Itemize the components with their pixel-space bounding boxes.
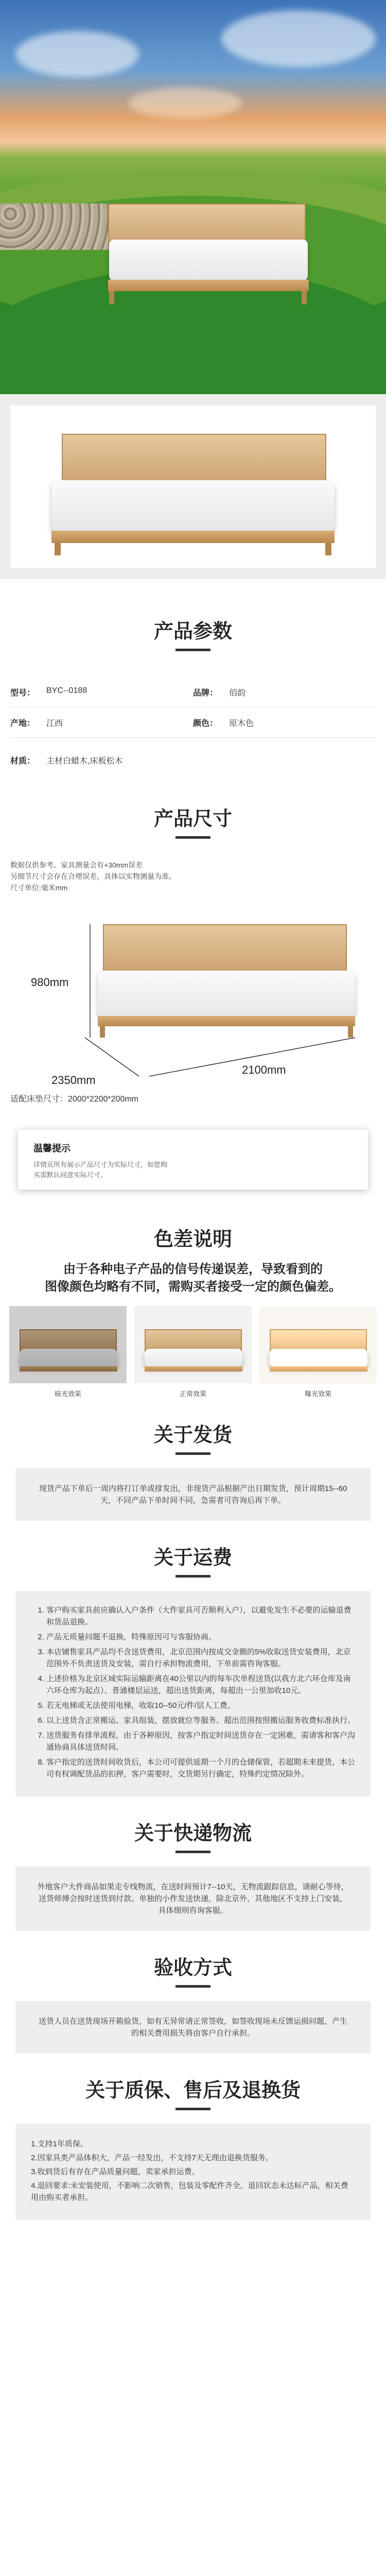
thumb-label: 曝光效果 bbox=[304, 1390, 331, 1398]
size-notes bbox=[10, 859, 376, 893]
warranty-line: 3.收到货后有存在产品质量问题，卖家承担运费。 bbox=[31, 2167, 200, 2176]
param-key: 型号： bbox=[10, 688, 36, 698]
inspection-section bbox=[0, 1931, 386, 2054]
shipping-section bbox=[0, 1398, 386, 1521]
thumb-normal bbox=[134, 1306, 252, 1398]
param-key: 材质： bbox=[10, 756, 36, 766]
title-underline bbox=[176, 1575, 210, 1578]
warranty-box bbox=[15, 2124, 371, 2220]
color-subtitle-line: 图像颜色均略有不同，需购买者接受一定的颜色偏差。 bbox=[45, 1280, 341, 1294]
shipping-box: 现货产品下单后一周内将打订单或排发出，非现货产品根据产出日期发货，预计周期15--60天，不同产品下单时间不同，急需者可咨询后再下单。 bbox=[15, 1468, 371, 1521]
hero-bed-image bbox=[108, 204, 309, 307]
params-table bbox=[10, 677, 376, 782]
color-subtitle-line: 由于各种电子产品的信号传递误差，导致看到的 bbox=[63, 1262, 323, 1276]
param-value: 江西 bbox=[46, 719, 63, 728]
bed-image bbox=[51, 434, 335, 557]
size-note: 数据仅供参考。家具测量会有+30mm误差 bbox=[10, 861, 143, 869]
freight-item: 8. 客户指定的送货时间收货后，本公司可提供延期一个月的仓储保管，若超期未来提货，本公司有权调配货品的扣押，客户需要时，交货期另行确定，特殊约定情况除外。 bbox=[46, 1756, 355, 1780]
param-value: 佰韵 bbox=[229, 688, 246, 698]
thumb-image bbox=[134, 1306, 252, 1383]
thumb-image bbox=[9, 1306, 127, 1383]
freight-item: 3. 本店铺售家具产品均不含送货费用，北京范围内按成交金额的5%收取送货安装费用，北京范围外不负责送货及安装，需自行承担物流费用，下单前需咨询客服。 bbox=[46, 1646, 355, 1670]
warranty-line: 1.支持1年质保。 bbox=[31, 2140, 88, 2148]
mattress-size: 适配床垫尺寸：2000*2200*200mm bbox=[10, 1095, 138, 1104]
param-value: 主材白蜡木,床板松木 bbox=[46, 756, 123, 766]
param-row bbox=[10, 738, 376, 782]
warm-tip-box bbox=[18, 1130, 368, 1190]
cloud bbox=[221, 10, 376, 67]
title-underline bbox=[176, 2108, 210, 2110]
color-section bbox=[0, 1190, 386, 1398]
title-underline bbox=[176, 836, 210, 839]
param-key: 颜色： bbox=[193, 719, 218, 728]
param-row bbox=[10, 707, 376, 738]
warranty-line: 2.因家具类产品体积大，产品一经发出，不支持7天无理由退换货服务。 bbox=[31, 2154, 273, 2162]
title-underline bbox=[176, 649, 210, 651]
logistics-box: 外地客户大件商品如果走专线物流，在送时间预计7--10天，无物流跟踪信息，请耐心等待，送货师傅会按时送货到付款。单独的小件发送快递，除北京外，其他地区不支持上门安装，具体细则咨询客服。 bbox=[15, 1867, 371, 1931]
param-value: BYC--0188 bbox=[46, 686, 87, 695]
logistics-title: 关于快递物流 bbox=[134, 1823, 252, 1844]
thumb-label: 正常效果 bbox=[179, 1390, 206, 1398]
title-underline bbox=[176, 1452, 210, 1455]
freight-item: 5. 若无电梯或无法使用电梯，收取10--50元/件/层人工费。 bbox=[46, 1700, 355, 1711]
params-title: 产品参数 bbox=[153, 621, 232, 642]
title-underline bbox=[176, 1851, 210, 1853]
freight-title: 关于运费 bbox=[153, 1547, 232, 1569]
color-thumbnails bbox=[9, 1306, 377, 1398]
thumb-dark bbox=[9, 1306, 127, 1398]
freight-section bbox=[0, 1521, 386, 1797]
product-photo bbox=[10, 405, 376, 568]
warm-tip-title: 温馨提示 bbox=[33, 1143, 71, 1154]
title-underline bbox=[176, 1985, 210, 1988]
params-section bbox=[0, 579, 386, 782]
freight-item: 1. 客户购买家具前应确认入户条件（大件家具可否顺利入户），以避免发生不必要的运输退费和货品退换。 bbox=[46, 1604, 355, 1628]
height-label: 980mm bbox=[31, 976, 69, 989]
hero-banner bbox=[0, 0, 386, 394]
dimension-lines bbox=[0, 904, 386, 1089]
inspection-box: 送货人员在送货现场开箱验货，如有无异常请正常签收，如签收现场未反馈运损问题，产生的相关费用损失将由客户自行承担。 bbox=[15, 2001, 371, 2054]
param-key: 品牌： bbox=[193, 688, 218, 698]
freight-item: 4. 上述价格为北京区域实际运输距离在40公里以内的每车次单程送货(以我方北六环仓库及南六环仓库为起点）、普通楼层运送，超出送货距离，每超出一公里加收10元。 bbox=[46, 1673, 355, 1697]
thumb-label: 暗光效果 bbox=[54, 1390, 81, 1398]
freight-box bbox=[15, 1591, 371, 1797]
width-label: 2100mm bbox=[242, 1063, 286, 1076]
length-label: 2350mm bbox=[51, 1074, 96, 1087]
product-photo-band bbox=[0, 394, 386, 579]
param-key: 产地： bbox=[10, 719, 36, 728]
thumb-image bbox=[259, 1306, 377, 1383]
size-section bbox=[0, 782, 386, 1190]
freight-item: 7. 送货服务有排单流程，由于各种原因，按客户指定时间送货存在一定困难，需请客和客户沟通协商具体送货时间。 bbox=[46, 1730, 355, 1753]
freight-item: 6. 以上送货含正常搬运、家具组装，摆放就位等服务。超出范围按照搬运服务收费标准执行。 bbox=[46, 1715, 355, 1726]
size-note: 尺寸单位:毫米mm bbox=[10, 884, 68, 892]
size-note: 另细节尺寸会存在合理误差，具体以实物测量为准。 bbox=[10, 872, 176, 880]
warranty-section bbox=[0, 2054, 386, 2235]
thumb-bright bbox=[259, 1306, 377, 1398]
warranty-title: 关于质保、售后及退换货 bbox=[85, 2080, 301, 2102]
cloud bbox=[15, 31, 139, 77]
dimension-diagram bbox=[0, 904, 386, 1089]
warranty-line: 4.退回要求:未安装使用，不影响二次销售，包装及零配件齐全。退回状态未达标产品，相关费用由购买者承担。 bbox=[31, 2181, 348, 2202]
inspection-title: 验收方式 bbox=[153, 1957, 232, 1979]
color-subtitle bbox=[0, 1261, 386, 1296]
size-title: 产品尺寸 bbox=[153, 808, 232, 830]
warm-tip-body: 详情页所有展示产品尺寸为实际尺寸，如您购买需默认同意实际尺寸。 bbox=[33, 1161, 168, 1179]
freight-list bbox=[15, 1591, 371, 1797]
color-title: 色差说明 bbox=[153, 1229, 232, 1250]
cloud bbox=[129, 88, 242, 118]
shipping-title: 关于发货 bbox=[153, 1425, 232, 1446]
freight-item: 2. 产品无质量问题不退换，特殊原因可与客服协商。 bbox=[46, 1631, 355, 1643]
param-row bbox=[10, 677, 376, 707]
param-value: 原木色 bbox=[229, 719, 254, 728]
logistics-section bbox=[0, 1797, 386, 1931]
